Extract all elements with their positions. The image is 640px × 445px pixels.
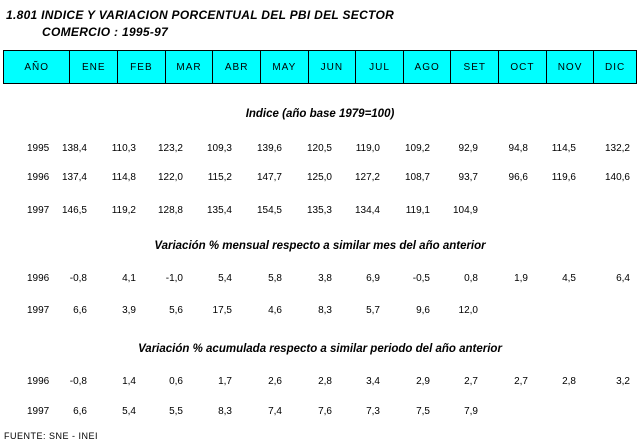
year-cell: 1997 — [27, 305, 50, 316]
value-cell: 154,5 — [256, 205, 282, 216]
year-cell: 1996 — [27, 273, 50, 284]
value-cell: 5,8 — [268, 273, 282, 284]
table-row — [0, 172, 640, 186]
value-cell: 2,7 — [464, 376, 478, 387]
value-cell: 123,2 — [157, 143, 183, 154]
value-cell: 110,3 — [111, 143, 136, 154]
value-cell: 119,0 — [355, 143, 380, 154]
header-cell: AÑO — [4, 51, 70, 83]
header-cell: OCT — [499, 51, 547, 83]
value-cell: 3,2 — [616, 376, 630, 387]
value-cell: 5,6 — [169, 305, 183, 316]
value-cell: -0,8 — [69, 376, 87, 387]
value-cell: -0,5 — [412, 273, 430, 284]
header-cell: JUL — [356, 51, 404, 83]
value-cell: 132,2 — [604, 143, 630, 154]
value-cell: 1,7 — [218, 376, 232, 387]
table-title: 1.801 INDICE Y VARIACION PORCENTUAL DEL PBI DEL SECTOR — [6, 8, 395, 22]
header-cell: DIC — [605, 61, 626, 73]
table-header — [3, 50, 637, 84]
value-cell: 94,8 — [508, 143, 528, 154]
value-cell: 7,5 — [416, 406, 430, 417]
value-cell: 7,9 — [464, 406, 478, 417]
year-cell: 1996 — [27, 172, 50, 183]
table-subtitle: COMERCIO : 1995-97 — [42, 25, 169, 39]
value-cell: 109,3 — [206, 143, 232, 154]
table-row — [0, 205, 640, 219]
value-cell: 5,4 — [122, 406, 136, 417]
value-cell: 138,4 — [61, 143, 87, 154]
table-row — [0, 143, 640, 157]
value-cell: 115,2 — [207, 172, 232, 183]
table-row — [0, 406, 640, 420]
value-cell: -0,8 — [69, 273, 87, 284]
value-cell: 127,2 — [354, 172, 380, 183]
value-cell: 114,8 — [111, 172, 136, 183]
value-cell: 146,5 — [61, 205, 87, 216]
value-cell: 7,4 — [268, 406, 282, 417]
section-title: Indice (año base 1979=100) — [245, 108, 395, 120]
value-cell: 5,7 — [366, 305, 380, 316]
value-cell: 6,9 — [366, 273, 380, 284]
value-cell: -1,0 — [165, 273, 183, 284]
value-cell: 2,7 — [514, 376, 528, 387]
value-cell: 0,6 — [169, 376, 183, 387]
value-cell: 128,8 — [157, 205, 183, 216]
value-cell: 4,6 — [268, 305, 282, 316]
table-row — [0, 273, 640, 287]
value-cell: 93,7 — [458, 172, 478, 183]
value-cell: 6,6 — [73, 305, 87, 316]
value-cell: 119,2 — [111, 205, 136, 216]
table-row — [0, 376, 640, 390]
year-cell: 1995 — [27, 143, 50, 154]
value-cell: 0,8 — [464, 273, 478, 284]
value-cell: 2,6 — [268, 376, 282, 387]
value-cell: 4,1 — [122, 273, 136, 284]
section-title: Variación % mensual respecto a similar mes del año anterior — [154, 240, 486, 252]
value-cell: 119,1 — [405, 205, 430, 216]
header-cell: ENE — [70, 51, 118, 83]
value-cell: 3,9 — [122, 305, 136, 316]
section-title: Variación % acumulada respecto a similar periodo del año anterior — [138, 343, 502, 355]
value-cell: 92,9 — [458, 143, 478, 154]
source-note: FUENTE: SNE - INEI — [4, 431, 99, 441]
value-cell: 7,6 — [318, 406, 332, 417]
header-cell: FEB — [118, 51, 166, 83]
value-cell: 9,6 — [416, 305, 430, 316]
value-cell: 120,5 — [306, 143, 332, 154]
header-cell: JUN — [309, 51, 357, 83]
year-cell: 1997 — [27, 205, 50, 216]
header-cell: MAY — [261, 51, 309, 83]
value-cell: 12,0 — [458, 305, 478, 316]
year-cell: 1997 — [27, 406, 50, 417]
year-cell: 1996 — [27, 376, 50, 387]
value-cell: 96,6 — [508, 172, 528, 183]
value-cell: 104,9 — [452, 205, 478, 216]
header-cell: MAR — [166, 51, 214, 83]
value-cell: 147,7 — [256, 172, 282, 183]
value-cell: 6,6 — [73, 406, 87, 417]
value-cell: 119,6 — [551, 172, 576, 183]
value-cell: 5,5 — [169, 406, 183, 417]
value-cell: 4,5 — [562, 273, 576, 284]
value-cell: 134,4 — [354, 205, 380, 216]
value-cell: 1,4 — [122, 376, 136, 387]
value-cell: 125,0 — [306, 172, 332, 183]
value-cell: 17,5 — [212, 305, 232, 316]
value-cell: 3,8 — [318, 273, 332, 284]
header-cell: SET — [451, 51, 499, 83]
value-cell: 3,4 — [366, 376, 380, 387]
value-cell: 135,3 — [306, 205, 332, 216]
value-cell: 8,3 — [218, 406, 232, 417]
value-cell: 2,9 — [416, 376, 430, 387]
header-cell: ABR — [213, 51, 261, 83]
value-cell: 139,6 — [256, 143, 282, 154]
value-cell: 122,0 — [157, 172, 183, 183]
header-cell: NOV — [547, 51, 595, 83]
value-cell: 108,7 — [404, 172, 430, 183]
value-cell: 135,4 — [206, 205, 232, 216]
table-row — [0, 305, 640, 319]
value-cell: 1,9 — [514, 273, 528, 284]
value-cell: 6,4 — [616, 273, 630, 284]
value-cell: 8,3 — [318, 305, 332, 316]
value-cell: 109,2 — [404, 143, 430, 154]
value-cell: 114,5 — [551, 143, 576, 154]
value-cell: 7,3 — [366, 406, 380, 417]
value-cell: 137,4 — [61, 172, 87, 183]
value-cell: 2,8 — [562, 376, 576, 387]
value-cell: 2,8 — [318, 376, 332, 387]
value-cell: 5,4 — [218, 273, 232, 284]
value-cell: 140,6 — [604, 172, 630, 183]
header-cell: AGO — [404, 51, 452, 83]
